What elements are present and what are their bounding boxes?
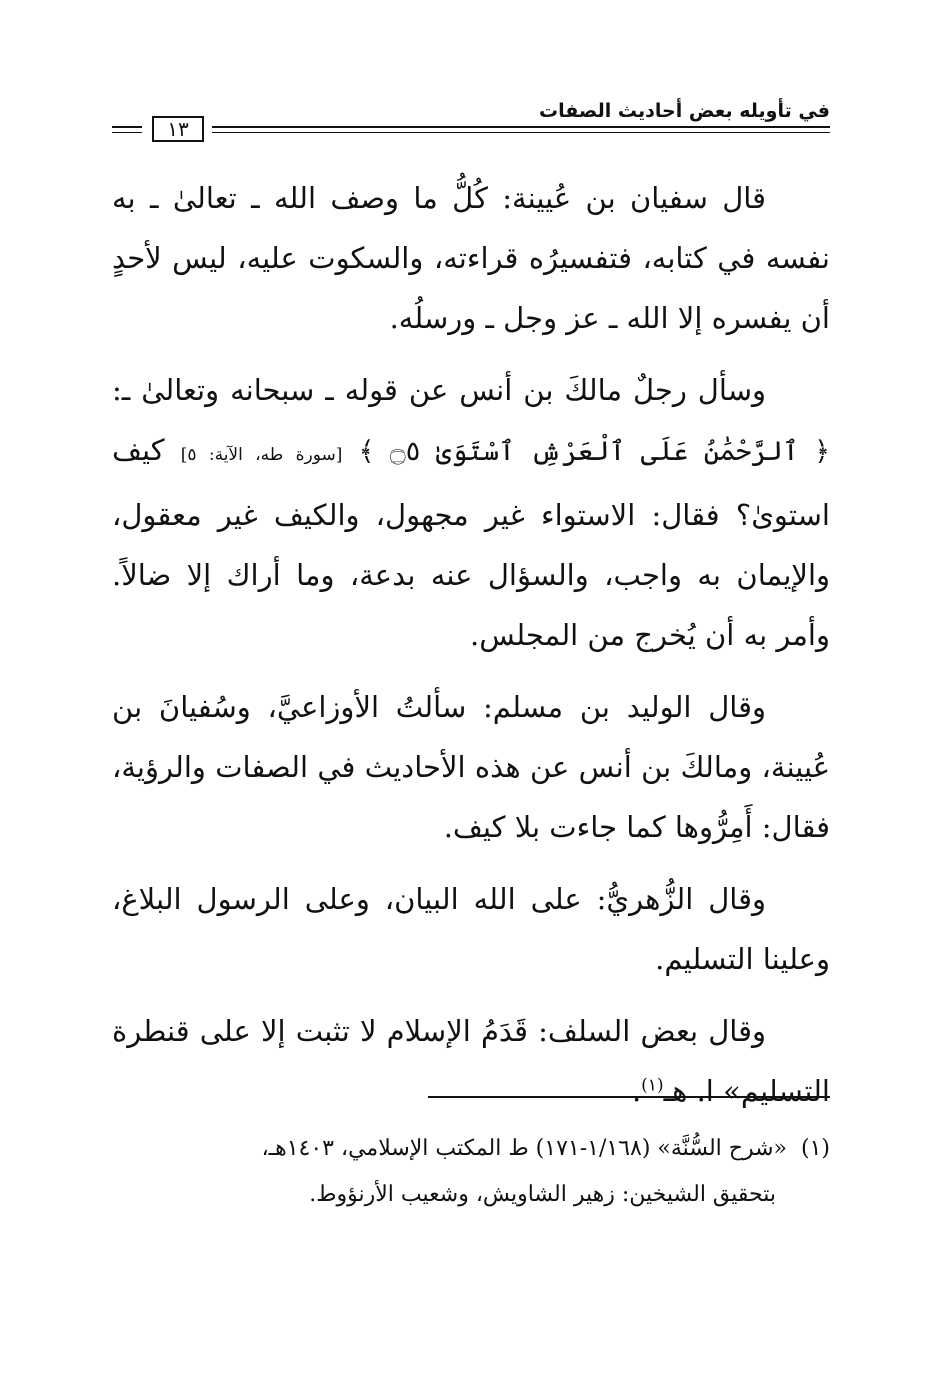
paragraph-malik xyxy=(112,360,830,665)
paragraph-zuhri: وقال الزُّهريُّ: على الله البيان، وعلى الرسول البلاغ، وعلينا التسليم. xyxy=(112,882,830,976)
footnotes xyxy=(112,1126,830,1218)
header-rule xyxy=(212,126,830,128)
header-left-rule xyxy=(112,126,142,128)
footnote-1-line1 xyxy=(112,1126,830,1172)
main-text xyxy=(112,168,830,1133)
paragraph-salaf-end: . xyxy=(631,1074,642,1108)
footnote-1-line2: بتحقيق الشيخين: زهير الشاويش، وشعيب الأرنؤوط. xyxy=(309,1182,776,1207)
footnote-separator xyxy=(428,1096,830,1098)
page-header xyxy=(112,96,830,148)
verse-reference: [سورة طه، الآية: ٥] xyxy=(180,445,343,465)
footnote-marker[interactable]: (١) xyxy=(641,1075,664,1096)
paragraph-malik-rest: كيف استوىٰ؟ فقال: الاستواء غير مجهول، والكيف غير معقول، والإيمان به واجب، والسؤال عنه بدعة، وما أراك إلا ضالاً. وأمر به أن يُخرج من المجلس. xyxy=(112,433,830,652)
paragraph-sufyan: قال سفيان بن عُيينة: كُلُّ ما وصف الله ـ تعالىٰ ـ به نفسه في كتابه، فتفسيرُه قراءته، والسكوت عليه، ليس لأحدٍ أن يفسره إلا الله ـ عز وجل ـ ورسلُه. xyxy=(112,181,830,335)
paragraph-walid: وقال الوليد بن مسلم: سألتُ الأوزاعيَّ، وسُفيانَ بن عُيينة، ومالكَ بن أنس عن هذه الأحاديث في الصفات والرؤية، فقال: أَمِرُّوها كما جاءت بلا كيف. xyxy=(112,690,830,844)
header-rule-thin xyxy=(212,132,830,133)
header-left-rule-thin xyxy=(112,132,142,133)
page-number: ١٣ xyxy=(152,116,204,142)
paragraph-malik-intro: وسأل رجلٌ مالكَ بن أنس عن قوله ـ سبحانه وتعالىٰ ـ: xyxy=(112,373,766,407)
footnote-text: «شرح السُّنَّة» (١/١٦٨-١٧١) ط المكتب الإسلامي، ١٤٠٣هـ، xyxy=(261,1136,787,1161)
running-title: في تأويله بعض أحاديث الصفات xyxy=(538,100,830,122)
paragraph-salaf xyxy=(112,1001,830,1121)
footnote-number: (١) xyxy=(800,1136,830,1161)
paragraph-salaf-text: وقال بعض السلف: قَدَمُ الإسلام لا تثبت إلا على قنطرة التسليم» ا. هـ xyxy=(112,1014,830,1108)
quran-verse: ﴿ ٱلرَّحْمَٰنُ عَلَى ٱلْعَرْشِ ٱسْتَوَىٰ ۝٥ ﴾ xyxy=(358,436,831,467)
